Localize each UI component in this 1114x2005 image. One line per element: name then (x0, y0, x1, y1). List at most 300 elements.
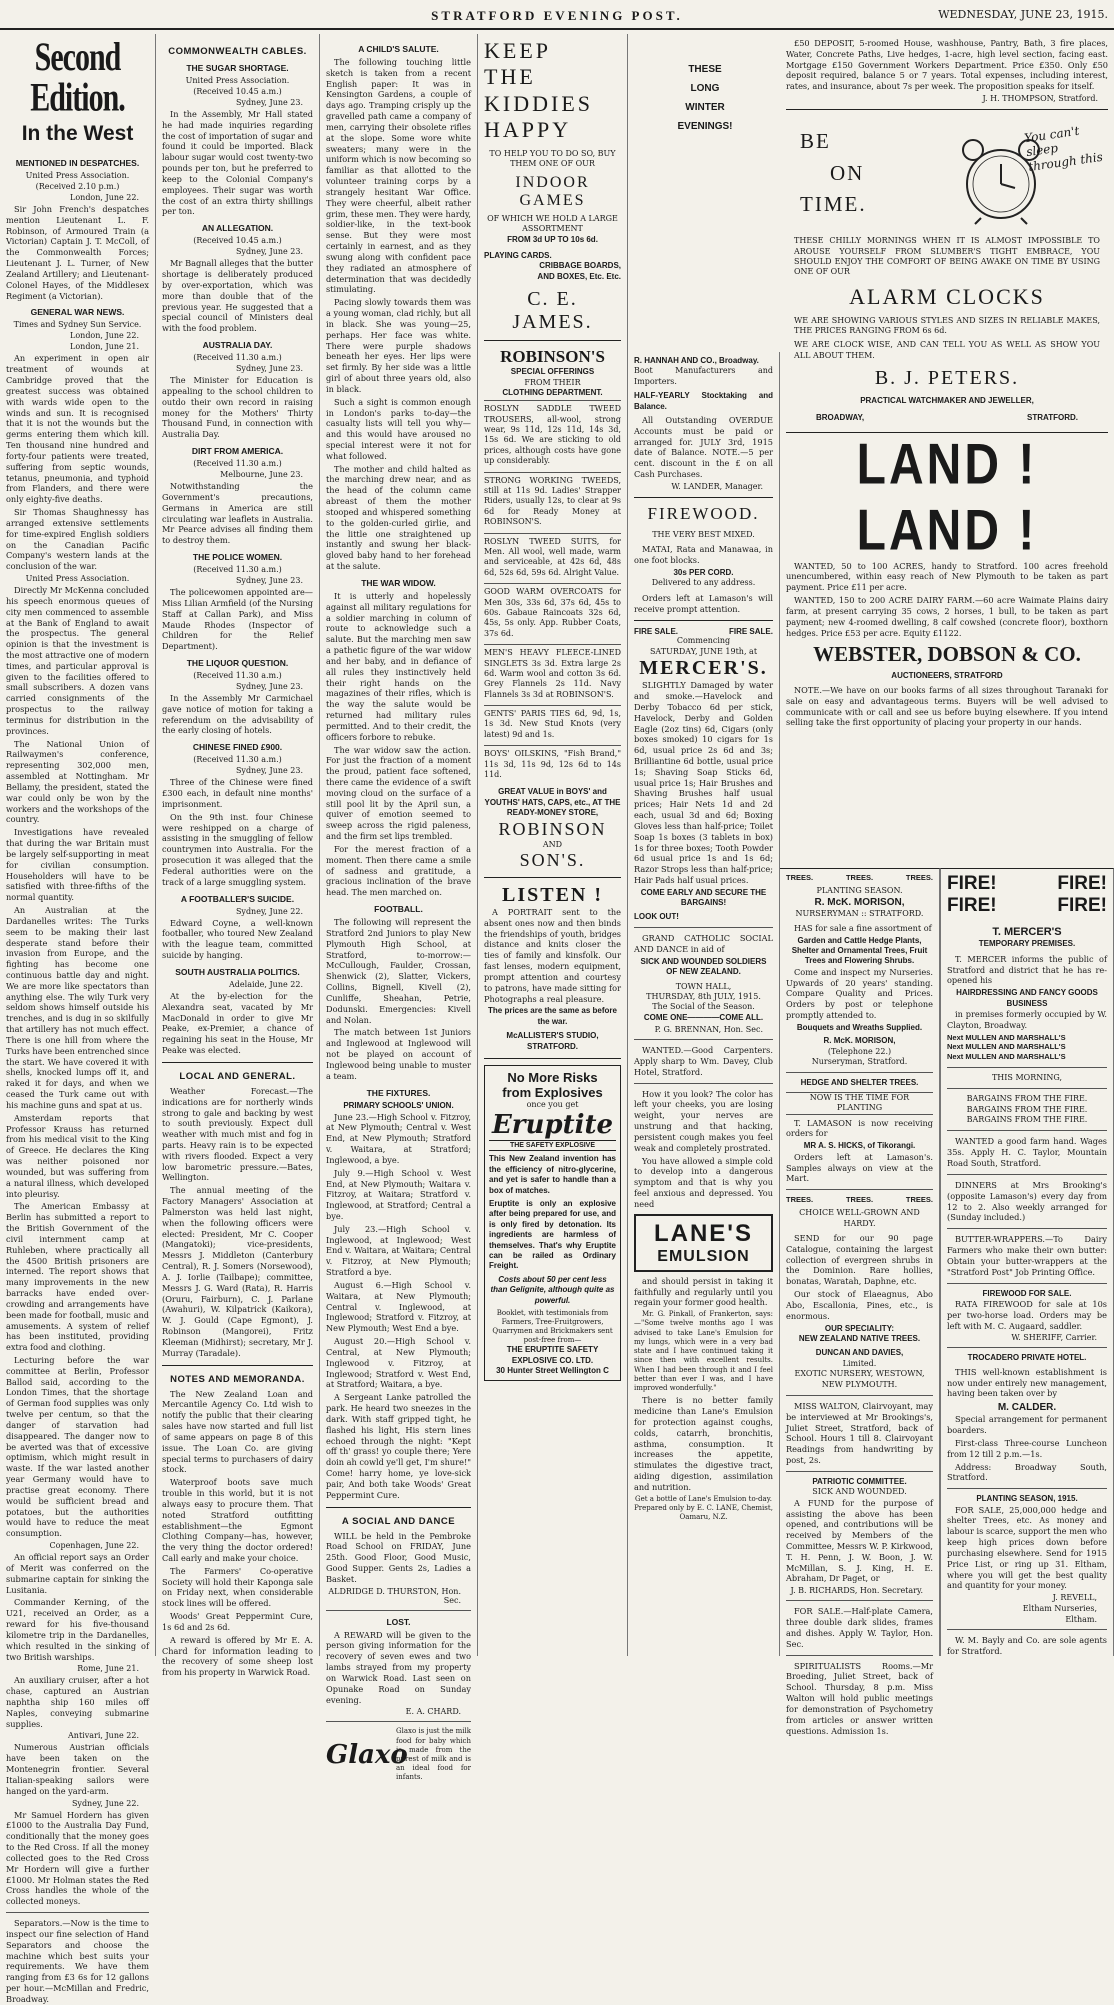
bargains: BARGAINS FROM THE FIRE. (966, 1104, 1088, 1114)
choice-ltd: Limited. (842, 1358, 877, 1368)
hotel-text: First-class Three-course Luncheon from 12 till 2 p.m.—1s. (947, 1437, 1107, 1459)
note-paragraph: A reward is offered by Mr E. A. Chard for information leading to the recovery of some sheep lost from his property in Warwick Road. (162, 1634, 313, 1678)
article-body: The following will represent the Stratford 2nd Juniors to play New Plymouth High School, at Stratford, to-morrow:—McCullough, Faulder, Crossan, Shenwick (2), Slatter, Vickers, Collins, Bignell, Kivell (2), Cunliffe, Sheahan, Petrie, Dodunski. Emergencies: Kivell and Nolan. (326, 917, 471, 1025)
hannah-sign: W. LANDER, Manager. (671, 481, 763, 491)
article-received: (Received 2.10 p.m.) (35, 182, 120, 191)
article-dateline: Sydney, June 23. (235, 766, 303, 776)
choice-text: Our stock of Elaeagnus, Abo Abo, Escallonia, Pines, etc., is enormous. (786, 1289, 933, 1321)
fire-row (947, 895, 1107, 917)
article-body: The match between 1st Juniors and Inglewood at Inglewood will not be played on account of Inglewood being unable to muster a team. (326, 1027, 471, 1081)
article-dateline: Melbourne, June 23. (220, 470, 303, 480)
article-credit: Times and Sydney Sun Service. (13, 320, 142, 330)
hedge-text: T. LAMASON is now receiving orders for (786, 1117, 933, 1139)
article-body: An auxiliary cruiser, after a hot chase, captured an Austrian naphtha ship 160 miles off Naples, conveying submarine supplies. (6, 1675, 149, 1729)
divider (947, 1347, 1107, 1348)
robinson-offer: ROSLYN TWEED SUITS, for Men. All wool, well made, warm and serviceable, at 42s 6d, 48s 6d, 52s 6d, 59s 6d. Alright Value. (484, 533, 621, 582)
choice-firm: DUNCAN AND DAVIES, (815, 1348, 904, 1358)
article-body: Edward Coyne, a well-known footballer, who toured New Zealand with the league team, committed suicide by hanging. (162, 917, 313, 961)
robinson-sub: CLOTHING DEPARTMENT. (502, 387, 603, 397)
spiritualists-ad: SPIRITUALISTS Rooms.—Mr Broeding, Juliet Street, back of School. Thursday, 8 p.m. Miss Walton will hold public meetings for demonstration of Psychometry from articles or answer written questions. Admission 1s. (786, 1660, 933, 1736)
kiddies-item: CRIBBAGE BOARDS, (539, 261, 621, 271)
separator-ad: Separators.—Now is the time to inspect our fine selection of Hand Separators and choose the machine which best suits your requirements. We have them ranging from £3 6s for 12 gallons per hour.—McMillan and Fredric, Broadway. (6, 1918, 149, 2004)
kiddies-item: PLAYING CARDS. (484, 250, 552, 260)
firewood-price: 30s PER CORD. (673, 567, 734, 577)
notes-list (162, 1389, 313, 1679)
robinson-offer: STRONG WORKING TWEEDS, still at 11s 9d. Ladies' Strapper Riders, usually 12s, to clear at 9s 6d for Ready Money at ROBINSON'S. (484, 472, 621, 531)
article-headline: THE FIXTURES. (366, 1087, 431, 1098)
winter-line: LONG (690, 83, 720, 94)
divider (484, 1058, 621, 1059)
hedge-title: HEDGE AND SHELTER TREES. (800, 1078, 919, 1088)
planting-place: Eltham Nurseries, (1022, 1604, 1097, 1614)
peters-firm: B. J. PETERS. (874, 367, 1020, 390)
mercer-bold: HAIRDRESSING AND FANCY GOODS BUSINESS (956, 988, 1098, 1008)
divider (786, 1072, 933, 1073)
peters-text: WE ARE SHOWING VARIOUS STYLES AND SIZES IN RELIABLE MAKES, THE PRICES RANGING FROM 6s 6d. (794, 315, 1100, 336)
hannah-sub: Boot Manufacturers and Importers. (634, 366, 773, 386)
hannah-head: HALF-YEARLY Stocktaking and Balance. (634, 391, 773, 411)
article-received: (Received 11.30 a.m.) (193, 755, 282, 765)
choice-spec: NEW ZEALAND NATIVE TREES. (798, 1333, 921, 1343)
article-credit: United Press Association. (25, 574, 130, 584)
article-headline: SOUTH AUSTRALIA POLITICS. (175, 966, 300, 977)
next-mullen: Next MULLEN AND MARSHALL'S (947, 1042, 1066, 1052)
trees-label: TREES. (905, 873, 933, 882)
listen-title: LISTEN ! (501, 883, 604, 906)
patriotic-text: A FUND for the purpose of assisting the above has been opened, and contributions will be received by Members of the Committee, Messrs W. P. Kirkwood, T. H. Penn, J. W. Boon, J. W. McMillan, S. J. King, H. E. Abraham, Dr Paget, or (786, 1497, 933, 1584)
article-body: A Sergeant Lanke patrolled the park. He heard two sneezes in the dark. With staff gripped tight, he flashed his light, His stern lines echoed through the night: "Kept off th' grass! yo couple there; Yere doin ah cowld ye'll get, I'm shure!" Come! harry home, ye love-sick pair, And both take Woods' Great Peppermint Cure. (326, 1392, 471, 1500)
divider (484, 340, 621, 341)
trees-label: TREES. (786, 1195, 814, 1205)
mercer-title: T. MERCER'S (992, 926, 1062, 938)
local-paragraph: Weather Forecast.—The indications are for northerly winds strong to gale and backing by west to south previously. Expect dull weather with much mist and fog in parts. Heavy rain is to be expected with rivers flooded. Expect a very low barometric pressure.—Bates, Wellington. (162, 1085, 313, 1183)
divider (162, 1365, 313, 1366)
article-body: The National Union of Railwaymen's conference, representing 302,000 men, assembled at Nottingham. Mr Bellamy, the president, stated the war could only be won by the workers and the workshops of the country. (6, 738, 149, 825)
robinson-offer: MEN'S HEAVY FLEECE-LINED SINGLETS 3s 3d. Extra large 2s 6d. Warm wool and cotton 3s 6d. Grey Flannels 2s 11d. Navy Flannels 3s 3d at ROBINSON'S. (484, 644, 621, 703)
divider (786, 1395, 933, 1396)
article-headline: A FOOTBALLER'S SUICIDE. (180, 893, 295, 904)
article-body: Numerous Austrian officials have been taken on the Montenegrin frontier. Several Italian-speaking sailors were hanged on the yard-arm. (6, 1742, 149, 1796)
lanes-brand: EMULSION (657, 1247, 750, 1265)
social-sign: ALDRIDGE D. THURSTON, Hon. Sec. (328, 1586, 461, 1605)
kiddies-line: KIDDIES (484, 90, 593, 116)
article-headline: THE LIQUOR QUESTION. (186, 657, 289, 668)
deposit-sign: J. H. THOMPSON, Stratford. (982, 94, 1098, 104)
article-body: Directly Mr McKenna concluded his speech enormous queues of city men commenced to assemble at the Bank of England to await the prospectus. The general opinion is that the investment is the most attractive one of modern times, and particular approval is given to the facilities offered to small subscribers. A dozen vans carried consignments of the prospectus to the railway terminus for distribution in the provinces. (6, 585, 149, 736)
catholic-bold: SICK AND WOUNDED SOLDIERS OF NEW ZEALAND. (640, 956, 767, 977)
alarm-clock-illustration (931, 123, 1104, 226)
lanes-text: You have allowed a simple cold to develop into a dangerous symptom and that is why you feel anxious and depressed. You need (634, 1155, 773, 1209)
deposit-ad: £50 DEPOSIT, 5-roomed House, washhouse, Pantry, Bath, 3 fire places, Water, Concrete Paths, Live hedges, 1-acre, high level section, facing east. Mortgage £150 Government Workers Department. Price £350. Only £50 deposit required, balance 5 or 7 years. Total expenses, including interest, rates, and insurance, about 7s per week. The proposition speaks for itself. (786, 38, 1108, 92)
hedge-now: NOW IS THE TIME FOR PLANTING (786, 1092, 933, 1115)
winter-line: WINTER (685, 102, 725, 113)
article-dateline: Copenhagen, June 22. (49, 1541, 139, 1551)
firewood-title: FIREWOOD. (647, 503, 760, 523)
local-news (162, 1086, 313, 1359)
kiddies-firm: C. E. JAMES. (512, 288, 593, 334)
edition-title: Second Edition. (30, 34, 125, 120)
glaxo-text: Glaxo is just the milk food for baby which is made from the purest of milk and is an ideal food for infants. (396, 1727, 471, 1781)
eruptite-addr: 30 Hunter Street Wellington C (496, 1366, 609, 1376)
eruptite-text: Eruptite is only an explosive after being prepared for use, and is only fired by detonation. Its ingredients are harmless of themselves. That's why Eruptite can be railed as Ordinary Freight. (489, 1199, 616, 1271)
hedge-bold: MR A. S. HICKS, of Tikorangi. (803, 1141, 916, 1151)
lost-heading: LOST. (386, 1616, 411, 1627)
article-body: Three of the Chinese were fined £300 each, in default nine months' imprisonment. (162, 777, 313, 809)
trees-bold: Garden and Cattle Hedge Plants, Shelter and Ornamental Trees, Fruit Trees and Flowering Shrubs. (791, 935, 928, 966)
article-body: June 23.—High School v. Fitzroy, at New Plymouth; Central v. West End, at New Plymouth; Stratford v. Waitara, at Stratford; Inglewood, a bye. (326, 1111, 471, 1165)
robinson-great: GREAT VALUE in BOYS' and YOUTHS' HATS, CAPS, etc., AT THE (484, 787, 621, 807)
lanes-brand: LANE'S (653, 1219, 754, 1247)
section-title: In the West (21, 122, 134, 145)
divider (162, 1062, 313, 1063)
article-body: The American Embassy at Berlin has submitted a report to the British Government of the civil internment camp at Ruhleben, where practically all the 4500 British prisoners are interned. The report shows that many improvements in the new barracks have ended over-crowding and arrangements have been made for football, music and amusements. A system of relief has been instituted, providing extra food and clothing. (6, 1201, 149, 1353)
article-body: Sir Thomas Shaughnessy has arranged extensive settlements for time-expired English soldiers on the Canadian Pacific Company's western lands at the conclusion of the war. (6, 507, 149, 572)
catholic-text: GRAND CATHOLIC SOCIAL AND DANCE in aid of (634, 933, 773, 954)
winter-line: EVENINGS! (677, 121, 733, 132)
trees-trade: NURSERYMAN :: STRATFORD. (795, 909, 924, 919)
article-dateline: Adelaide, June 22. (229, 979, 303, 989)
trees-tel: (Telephone 22.) (827, 1046, 892, 1056)
peters-trade: PRACTICAL WATCHMAKER AND JEWELLER, (860, 396, 1034, 406)
hannah-text: All Outstanding OVERDUE Accounts must be paid or arranged for. JULY 3rd, 1915 date of Balance. NOTE.—5 per cent. discount in the £ on all Cash Purchases. (634, 414, 773, 480)
divider (634, 1039, 773, 1040)
be-line: ON (830, 160, 865, 185)
divider (947, 1174, 1107, 1175)
article-body: Such a sight is common enough in London's parks to-day—the casualty lists will tell you why—and this would have aroused no special interest were it not for what followed. (326, 396, 471, 461)
listen-text: A PORTRAIT sent to the absent ones now and then binds the friendships of youth, bridges distance and knits closer the ties of family and kinsfolk. Our fast lenses, modern equipment, prompt attention and courtesy to patrons, have made sitting for Photographs a real pleasure. (484, 906, 621, 1004)
eruptite-logo: Eruptite (491, 1110, 614, 1141)
lost-sign: E. A. CHARD. (405, 1707, 461, 1717)
fire-word: FIRE! (947, 873, 997, 894)
kiddies-assort: OF WHICH WE HOLD A LARGE ASSORTMENT (487, 213, 618, 234)
trees-row (786, 1195, 933, 1204)
mercer-sub: TEMPORARY PREMISES. (978, 939, 1076, 949)
sheriff-sign: W. SHERIFF, Carrier. (1011, 1333, 1097, 1343)
article-received: (Received 10.45 a.m.) (193, 87, 282, 96)
peters-text: THESE CHILLY MORNINGS WHEN IT IS ALMOST IMPOSSIBLE TO AROUSE YOURSELF FROM SLUMBER'S TIGHT EMBRACE, YOU SHOULD ENJOY THE COMFORT OF BEING AWAKE ON TIME BY USING ONE OF OUR (794, 236, 1100, 277)
glaxo-ad (326, 1727, 471, 1782)
robinson-firm: SON'S. (519, 849, 586, 870)
land-text: WANTED, 50 to 100 ACRES, handy to Stratford. 100 acres freehold unencumbered, within easy reach of New Plymouth to be taken as part payment. Price £11 per acre. (786, 560, 1108, 593)
article-credit: United Press Association. (185, 76, 290, 85)
mercer-text: T. MERCER informs the public of Stratford and district that he has re-opened his (947, 953, 1107, 986)
choice-title: CHOICE WELL-GROWN AND HARDY. (799, 1208, 920, 1228)
column-5 (628, 352, 780, 1656)
trees-firm: R. McK. MORISON, (814, 897, 905, 909)
planting-place: Eltham. (1065, 1615, 1097, 1625)
column-4 (478, 34, 628, 1656)
article-received: (Received 11.30 a.m.) (193, 353, 282, 363)
planting-title: PLANTING SEASON, 1915. (976, 1494, 1078, 1504)
eruptite-head: No More Risks (507, 1069, 598, 1085)
article-body: The policewomen appointed are—Miss Lilian Armfield (of the Nursing Staff at Callan Park), and Miss Maude Rhodes (Inspector of Children for the Relief Department). (162, 587, 313, 652)
peters-addr: STRATFORD. (1027, 412, 1078, 422)
land-text: WANTED, 150 to 200 ACRE DAIRY FARM.—60 acre Waimate Plains dairy farm, at present carrying 35 cows, 2 horses, 1 bull, to be taken as part payment; new 4-roomed dwelling, 8 calf cowshed (concrete floor), boxthorn hedges. Price £53 per acre. Equity £1122. (786, 595, 1108, 638)
robinson-offer: BOYS' OILSKINS, "Fish Brand," 11s 3d, 11s 9d, 12s 6d to 14s 11d. (484, 745, 621, 783)
trees-label: TREES. (786, 873, 814, 882)
wanted-farmhand: WANTED a good farm hand. Wages 35s. Apply H. C. Taylor, Mountain Road South, Stratford. (947, 1136, 1107, 1169)
article-headline: DIRT FROM AMERICA. (191, 446, 284, 457)
dinners-ad: DINNERS at Mrs Brooking's (opposite Lamason's) every day from 12 to 2. Also weekly arranged for (Sunday included.) (947, 1179, 1107, 1223)
robinson-firm: ROBINSON (498, 818, 607, 839)
hotel-addr: Address: Broadway South, Stratford. (947, 1461, 1107, 1483)
article-body: The war widow saw the action. For just the fraction of a moment the proud, patient face softened, there came the evidence of a swift moving cloud on the surface of a still pool lit by the April sun, a quiver of emotion seemed to sweep across the rigid paleness, and the firm set lips trembled. (326, 744, 471, 842)
kiddies-line: HAPPY (484, 117, 572, 143)
divider (947, 1228, 1107, 1229)
divider (947, 1067, 1107, 1068)
firewood-deliv: Delivered to any address. (651, 578, 756, 588)
issue-date: WEDNESDAY, JUNE 23, 1915. (938, 8, 1108, 21)
eruptite-ad (484, 1065, 621, 1382)
trees-season: PLANTING SEASON. (816, 886, 903, 895)
article-received: (Received 11.30 a.m.) (193, 459, 282, 469)
mercer-text: SLIGHTLY Damaged by water and smoke.—Havelock and Derby Tobacco 6d per stick, Havelock, Derby and Golden Eagle (2oz tins) 6d, Cigars (only boxes smoked) 10 cigars for 1s 6d, usual price 2s 6d and 3s; Brilliantine 6d bottle, usual price 1s; Shaving Soap Sticks 6d, usual price 1s; Hair Brushes and Shaving Brushes half usual prices; Hair Nets 1d and 2d each, usual 3d and 6d; Boxing Gloves less than half-price; Toilet Soap 1s boxes (3 tablets in box) 1s for three boxes; Tooth Powder 6d usual price 1s and 1s 6d; Razor Strops less than half-price; Hair Pads half usual prices. (634, 680, 773, 886)
fire-word: FIRE! (947, 895, 997, 916)
note-paragraph: Waterproof boots save much trouble in this world, but it is not always easy to procure them. That noted Stratford outfitting establishment—the Egmont Clothing Company—has, however, the very thing the doctor ordered! Call early and make your choice. (162, 1477, 313, 1563)
article-body: For the merest fraction of a moment. Then there came a smile of sadness and gratitude, a gracious inclination of the brave head. The men marched on. (326, 843, 471, 898)
peters-text: WE ARE CLOCK WISE, AND CAN TELL YOU AS WELL AS SHOW YOU ALL ABOUT THEM. (794, 340, 1100, 360)
patriotic-title: PATRIOTIC COMMITTEE. (812, 1476, 907, 1486)
mercer-look: LOOK OUT! (634, 911, 679, 921)
lost-text: A REWARD will be given to the person giving information for the recovery of seven ewes and two lambs strayed from my property on Warwick Road. Last seen on Opunake Road on Sunday evening. (326, 1629, 471, 1705)
kiddies-item: AND BOXES, Etc. Etc. (537, 271, 621, 281)
choice-text: SEND for our 90 page Catalogue, containing the largest collection of evergreen shrubs in the Dominion. Rare hollies, bonatas, Waratah, Daphne, etc. (786, 1232, 933, 1287)
eruptite-text: This New Zealand invention has the efficiency of nitro-glycerine, and yet is safer to handle than a box of matches. (489, 1154, 616, 1195)
hotel-title: TROCADERO PRIVATE HOTEL. (967, 1353, 1087, 1363)
land-sub: AUCTIONEERS, STRATFORD (891, 671, 1003, 681)
divider (786, 1600, 933, 1601)
article-body: Mr Bagnall alleges that the butter shortage is deliberately produced by over-exportation, which was more than double that of the previous year. He suggested that a special council of Ministers deal with the food problem. (162, 258, 313, 334)
divider (634, 1083, 773, 1084)
robinson-offers (484, 400, 621, 783)
be-line: TIME. (800, 192, 867, 217)
listen-firm: McALLISTER'S STUDIO, (506, 1031, 599, 1041)
divider (947, 1488, 1107, 1489)
eruptite-tag: THE SAFETY EXPLOSIVE (489, 1140, 616, 1151)
kiddies-line: THE (484, 64, 536, 90)
divider (326, 1721, 471, 1722)
column-2 (156, 34, 320, 1678)
this-morning: THIS MORNING, (991, 1072, 1063, 1082)
alarm-clocks: ALARM CLOCKS (849, 283, 1045, 309)
divider (484, 877, 621, 878)
mercer-text: in premises formerly occupied by W. Clayton, Broadway. (947, 1008, 1107, 1030)
divider (634, 927, 773, 928)
hedge-text: Orders left at Lamason's. Samples always on view at the Mart. (786, 1151, 933, 1184)
robinson-offer: GENTS' PARIS TIES 6d, 9d, 1s, 1s 3d. New Stud Knots (very latest) 9d and 1s. (484, 705, 621, 743)
article-body: It is utterly and hopelessly against all military regulations for a soldier marching in column of route to acknowledge such a salute. But the marching men saw a pathetic figure of the war widow and her baby, and in defiance of all rules they instinctively held their right hands on the magazines of their rifles, which is the way the salute would be returned had military rules permitted. And to their credit, the officers forbore to rebuke. (326, 590, 471, 742)
next-mullen: Next MULLEN AND MARSHALL'S (947, 1032, 1066, 1042)
article-dateline: Rome, June 21. (77, 1664, 139, 1674)
article-body: In the Assembly, Mr Hall stated he had made inquiries regarding the cost of importation of sugar and found it could be imported. Black labour sugar would cost twenty-two pounds per ton, but he preferred to keep to the Colonial Company's employees. Their sugar was worth the cost of an extra thirty shillings per ton. (162, 109, 313, 217)
column-1 (0, 34, 156, 2004)
divider (634, 497, 773, 498)
article-list (326, 44, 471, 1501)
fire-word: FIRE! (1057, 873, 1107, 894)
note-paragraph: The Farmers' Co-operative Society will hold their Kaponga sale on Friday next, when considerable stock lines will be offered. (162, 1565, 313, 1609)
article-dateline: Sydney, June 23. (235, 576, 303, 586)
glaxo-logo: Glaxo (326, 1739, 408, 1770)
patriotic-sign: J. B. RICHARDS, Hon. Secretary. (790, 1586, 923, 1596)
peters-address (786, 407, 1108, 422)
article-credit: United Press Association. (25, 171, 130, 180)
article-body: The mother and child halted as the marching drew near, and as the head of the column came abreast of them the mother stooped and whispered something to the golden-curled girlie, and the little one straightened up instantly and swung her black-gloved baby hand to her forehead at the salute. (326, 463, 471, 572)
mercer-come: COME EARLY AND SECURE THE BARGAINS! (640, 887, 767, 908)
mercer-date: SATURDAY, JUNE 19th, at (649, 646, 758, 656)
choice-nur: EXOTIC NURSERY, WESTOWN, NEW PLYMOUTH. (794, 1369, 925, 1389)
divider (947, 1629, 1107, 1630)
article-headline: GENERAL WAR NEWS. (30, 307, 125, 318)
section-title: LOCAL AND GENERAL. (179, 1070, 296, 1082)
script-tagline: You can't sleep through this (1023, 123, 1104, 174)
article-received: (Received 11.30 a.m.) (193, 670, 282, 680)
robinson-sub: SPECIAL OFFERINGS (510, 367, 595, 377)
eruptite-text: Costs about 50 per cent less than Gelignite, although quite as powerful. (490, 1274, 615, 1305)
article-body: Notwithstanding the Government's precautions, Germans in America are still circulating war leaflets in Australia. Mr Pearce advises all finding them to destroy them. (162, 481, 313, 546)
robinson-title: ROBINSON'S (500, 347, 605, 367)
mercer-commence: Commencing (676, 636, 731, 646)
article-body: Amsterdam reports that Professor Krauss has returned from his medical visit to the King of Greece. He declares the King was neither poisoned nor wounded, but was suffering from a natural illness, which developed into pleurisy. (6, 1112, 149, 1199)
column-6 (780, 34, 1114, 866)
lanes-text: There is no better family medicine than Lane's Emulsion for protection against coughs, colds, catarrh, bronchitis, asthma, consumption. It increases the appetite, stimulates the digestive tract, aiding digestion, assimilation and nutrition. (634, 1395, 773, 1492)
trees-label: TREES. (845, 1195, 874, 1205)
catholic-sign: P. G. BRENNAN, Hon. Sec. (654, 1025, 763, 1035)
article-list (6, 158, 149, 1907)
choice-spec: OUR SPECIALITY: (824, 1323, 895, 1333)
kiddies-price: FROM 3d UP TO 10s 6d. (507, 234, 598, 244)
article-headline: THE WAR WIDOW. (361, 577, 436, 588)
be-on-time (800, 126, 867, 221)
article-headline: CHINESE FINED £900. (192, 742, 283, 753)
article-body: Mr Samuel Hordern has given £1000 to the Australia Day Fund, conditionally that the money goes to the Red Cross. If all the money collected goes to the Red Cross Mr Hordern will give a further £1000. Mr Holman states the Red Cross handles the whole of the collected moneys. (6, 1809, 149, 1907)
article-body: August 20.—High School v. Central, at New Plymouth; Inglewood v. Fitzroy, at Inglewood; Stratford v. West End, at Stratford; Waitara, a bye. (326, 1336, 471, 1390)
divider (786, 1655, 933, 1656)
peters-ad (786, 116, 1108, 236)
article-headline: AUSTRALIA DAY. (202, 340, 273, 351)
eruptite-head: once you get (526, 1099, 579, 1109)
divider (326, 1507, 471, 1508)
divider (947, 1088, 1107, 1089)
masthead (0, 0, 1114, 30)
article-subhead: PRIMARY SCHOOLS' UNION. (343, 1100, 454, 1110)
divider (6, 1912, 149, 1913)
bargains: BARGAINS FROM THE FIRE. (966, 1115, 1088, 1125)
article-body: The Minister for Education is appealing to the school children to outdo their own record in raising money for the Mothers' Thirty Thousand Fund, in connection with Australia Day. (162, 375, 313, 440)
robinson-sub: FROM THEIR (524, 377, 581, 387)
robinson-offer: ROSLYN SADDLE TWEED TROUSERS, all-wool, strong wear, 9s 11d, 12s 11d, 14s 3d, 15s 6d. We are sticking to old prices, although costs have gone up considerably. (484, 400, 621, 469)
section-title: COMMONWEALTH CABLES. (168, 46, 307, 57)
article-body: An experiment in open air treatment of wounds at Cambridge proved that the greatest success was obtained with wards wide open to the winds and sun. It is recognised that it is not the wounds but the germs entering them which kill. Ten thousand nine hundred and forty-four patients were treated, suffering from septic wounds, tetanus, pneumonia, and typhoid from Flanders, and there were only eighty-five deaths. (6, 353, 149, 505)
eruptite-text: Booklet, with testimonials from Farmers, Tree-Fruitgrowers, Quarrymen and Brickmakers sent post-free from— (492, 1308, 613, 1345)
article-body: July 9.—High School v. West End, at New Plymouth; Waitara v. Fitzroy, at Waitara; Stratford v. Inglewood, at Stratford; Central a bye. (326, 1167, 471, 1221)
article-dateline: Sydney, June 22. (235, 906, 303, 916)
divider (947, 1130, 1107, 1131)
land-firm: WEBSTER, DOBSON & CO. (813, 642, 1081, 667)
firewood-head: FIREWOOD FOR SALE. (982, 1288, 1072, 1298)
divider (786, 109, 1108, 110)
trees-place: Nurseryman, Stratford. (811, 1057, 908, 1067)
wanted-carpenters: WANTED.—Good Carpenters. Apply sharp to Wm. Davey, Club Hotel, Stratford. (634, 1045, 773, 1077)
divider (634, 620, 773, 621)
fire-sale-label: FIRE SALE. (634, 627, 679, 637)
column-3 (320, 34, 478, 1781)
walton-ad: MISS WALTON, Clairvoyant, may be interviewed at Mr Brookings's, Juliet Street, Stratford, back of School. Hours 1 till 8. Clairvoyant Readings from handwriting by post, 2s. (786, 1400, 933, 1466)
kiddies-ad (484, 38, 621, 143)
article-dateline: Sydney, June 23. (235, 681, 303, 691)
article-body: An official report says an Order of Merit was conferred on the submarine captain for sinking the Lusitania. (6, 1552, 149, 1595)
article-body: Sir John French's despatches mention Lieutenant L. F. Robinson, of Armoured Train (a Victorian) Captain J. T. McColl, of the Commonwealth Forces; Lieutenant J. L. Turner, of New Zealand Artillery; and Lieutenant-Colonel Hayes, of the Middlesex Regiment (a Victorian). (6, 204, 149, 301)
article-dateline: Sydney, June 23. (235, 247, 303, 257)
article-body: Investigations have revealed that during the war Britain must be largely self-supporting in meat for civilian consumption. Householders will have to be satisfied with three-fifths of the normal quantity. (6, 827, 149, 903)
article-body: Commander Kerning, of the U21, received an Order, as a reward for his five-thousand kilometre trip in the Dardanelles, which resulted in the sinking of two British warships. (6, 1597, 149, 1662)
local-paragraph: The annual meeting of the Factory Managers' Association at Palmerston was held last night, when the following officers were elected: President, Mr C. Cooper (Mangatoki); vice-presidents, Messrs J. Middleton (Canterbury Central), R. J. Somers (Norsewood), A. J. Iorlie (Tailbape); committee, Messrs J. G. Ward (Rata), R. Harris (Oruru, Fairburn), C. J. Parlane (Awahuri), W. Kilpatrick (Kaikora), W. J. Gould (Cape Egmont), J. Robinson (Mangorei), Fritz Kleeman (Midhirst); secretary, Mr J. Murray (Taradale). (162, 1185, 313, 1358)
hotel-text: THIS well-known establishment is now under entirely new management, having been taken over by (947, 1366, 1107, 1399)
trees-row (786, 873, 933, 882)
hotel-text: Special arrangement for permanent boarders. (947, 1414, 1107, 1436)
section-title: NOTES AND MEMORANDA. (170, 1373, 305, 1385)
article-dateline: London, June 22. (70, 193, 139, 202)
divider (786, 1471, 933, 1472)
note-paragraph: The New Zealand Loan and Mercantile Agency Co. Ltd wish to notify the public that their clearing sales have now started and full list of same appears on page 8 of this issue. The Loan Co. are giving special terms to purchasers of dairy stock. (162, 1388, 313, 1475)
newspaper-title: STRATFORD EVENING POST. (431, 8, 683, 23)
fire-word: FIRE! (1057, 895, 1107, 916)
eruptite-firm: THE ERUPTITE SAFETY EXPLOSIVE CO. LTD. (506, 1345, 599, 1365)
article-dateline: London, June 21. (70, 342, 139, 352)
article-received: (Received 10.45 a.m.) (193, 236, 282, 246)
lanes-prices: Prepared only by E. C. LANE, Chemist, Oamaru, N.Z. (634, 1503, 773, 1521)
lanes-logo (634, 1214, 773, 1272)
article-dateline: Antivari, June 22. (68, 1731, 139, 1741)
be-line: BE (800, 129, 831, 154)
article-body: At the by-election for the Alexandra seat, vacated by Mr MacDonald in order to give Mr Peake, ex-Premier, a chance of regaining his seat in the House, Mr Peake was elected. (162, 990, 313, 1056)
article-headline: A CHILD'S SALUTE. (358, 44, 439, 54)
mercer-firm: MERCER'S. (639, 657, 768, 680)
article-body: Pacing slowly towards them was a young woman, clad richly, but all in black. She was young—25, perhaps. Her face was white. There were purple shadows beneath her eyes. Her lips were set firmly. By her side was a little girl of about three years old, also in black. (326, 297, 471, 394)
firewood-sub: THE VERY BEST MIXED. (652, 529, 755, 539)
divider (947, 1283, 1107, 1284)
trees-sign: R. McK. MORISON, (823, 1036, 896, 1046)
fire-sale-label: FIRE SALE. (728, 627, 773, 637)
social-heading: A SOCIAL AND DANCE (341, 1515, 456, 1527)
planting-text: FOR SALE, 25,000,000 hedge and shelter Trees, etc. As money and labour is scarce, support the men who keep high prices down before purchasing elsewhere. Send for 1915 Price List, or ring up 31. Eltham, where you will get the best quality and quantity for your money. (947, 1504, 1107, 1591)
column-7 (940, 868, 1114, 1656)
land-note: NOTE.—We have on our books farms of all sizes throughout Taranaki for sale on easy and advantageous terms. Buyers will be well advised to communicate with or call and see us before buying elsewhere. If you intend selling take the first opportunity of placing your property in our hands. (786, 684, 1108, 728)
planting-sign: J. REVELL, (1052, 1593, 1097, 1603)
firewood-orders: Orders left at Lamason's will receive prompt attention. (634, 592, 773, 614)
trees-bouquets: Bouquets and Wreaths Supplied. (796, 1022, 923, 1032)
firewood-text: MATAI, Rata and Manawaa, in one foot blocks. (634, 544, 773, 566)
article-dateline: Sydney, June 23. (235, 98, 303, 107)
robinson-store: READY-MONEY STORE, (506, 808, 599, 818)
bargains: BARGAINS FROM THE FIRE. (966, 1094, 1088, 1104)
article-body: On the 9th inst. four Chinese were reshipped on a charge of assisting in the smuggling of fellow countrymen into Australia. For the prosecution it was alleged that the Federal authorities were on the track of a large smuggling system. (162, 811, 313, 887)
article-body: An Australian at the Dardanelles writes: The Turks seem to be making their last desperate stand before their invasion from Europe, and the fighting has become one continuous battle day and night. We are more like spectators than anything else. The wily Turk very seldom shows himself outside his trenches, and is dug in so skilfully that artillery has not much effect. There is one hill from where the Turks have been entrenched since the start. We have covered it with shells, knocked lumps off it, and raked it for days, and when we ceased the Turk came out with his machine guns and spat at us. (6, 905, 149, 1110)
kiddies-headline (484, 38, 593, 144)
kiddies-line: KEEP (484, 38, 551, 63)
next-mullen: Next MULLEN AND MARSHALL'S (947, 1052, 1066, 1062)
lanes-text: and should persist in taking it faithfully and regularly until you regain your former good health. (634, 1275, 773, 1308)
lanes-testimonial: Mr. G. Pinkall, of Frankerton, says:—"Some twelve months ago I was advised to take Lane's Emulsion for my lungs, which were in a very bad state and I have continued taking it since then with excellent results. When I had been through it and I feel better than ever I was, and I have improved wonderfully." (634, 1310, 773, 1393)
listen-town: STRATFORD. (527, 1041, 578, 1051)
catholic-date: THURSDAY, 8th JULY, 1915. (646, 991, 761, 1001)
article-headline: FOOTBALL. (374, 904, 423, 915)
trees-label: TREES. (905, 1195, 933, 1205)
robinson-and: AND (542, 839, 563, 849)
article-dateline: Sydney, June 22. (71, 1798, 139, 1808)
catholic-social: The Social of the Season. (652, 1002, 755, 1012)
hotel-firm: M. CALDER. (997, 1402, 1057, 1414)
robinson-offer: GOOD WARM OVERCOATS for Men 30s, 33s 6d, 37s 6d, 45s to 60s. Gabaue Raincoats 32s 6d, 45s, 5s only. App. Rubber Coats, 37s 6d. (484, 583, 621, 642)
